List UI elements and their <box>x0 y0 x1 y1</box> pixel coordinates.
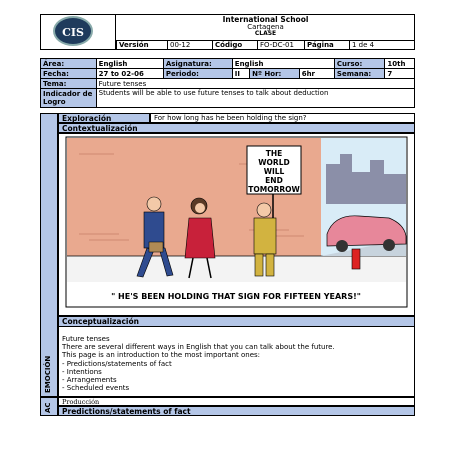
indicator-label: Indicador de Logro <box>41 89 97 108</box>
week-label: Semana: <box>334 69 384 79</box>
concept-line: There are several different ways in English that you can talk about the future. <box>62 343 335 352</box>
topic-value: Future tenses <box>96 79 414 89</box>
sign-word: END <box>265 176 283 185</box>
concept-line: - Intentions <box>62 367 102 376</box>
hours-label: Nº Hor: <box>250 69 300 79</box>
header-meta-row <box>116 40 415 50</box>
exploracion-question: For how long has he been holding the sign? <box>150 113 415 123</box>
period-label: Periodo: <box>163 69 232 79</box>
topic-label: Tema: <box>41 79 97 89</box>
cartoon-frame <box>58 133 415 316</box>
area-value: English <box>96 59 163 69</box>
logo-text: CIS <box>62 26 84 39</box>
concept-line: Future tenses <box>62 335 110 343</box>
info-table <box>40 58 415 108</box>
indicator-value: Students will be able to use future tenses to talk about deduction <box>96 89 414 108</box>
subject-value: English <box>232 59 334 69</box>
area-label: Área: <box>41 59 97 69</box>
emocion-label: EMOCIÓN <box>44 355 52 393</box>
period-value: II <box>232 69 249 79</box>
concept-lines <box>62 335 411 392</box>
date-label: Fecha: <box>41 69 97 79</box>
concept-line: - Predictions/statements of fact <box>62 359 172 368</box>
conceptualizacion-label: Conceptualización <box>58 316 415 327</box>
fire-hydrant <box>352 249 360 269</box>
cartoon-caption: " HE'S BEEN HOLDING THAT SIGN FOR FIFTEEN YEARS!" <box>111 292 361 301</box>
page-value: 1 de 4 <box>350 41 415 50</box>
doc-type: CLASE <box>254 30 277 37</box>
exploracion-label: Exploración <box>58 113 150 123</box>
contextualizacion-label: Contextualización <box>58 123 415 133</box>
school-city: Cartagena <box>247 23 284 31</box>
sign-word: TOMORROW <box>248 185 300 194</box>
version-value: 00-12 <box>168 41 213 50</box>
course-label: Curso: <box>334 59 384 69</box>
course-value: 10th <box>385 59 415 69</box>
hours-value: 6hr <box>299 69 334 79</box>
sign-word: WORLD <box>258 158 290 167</box>
page-label: Página <box>305 41 350 50</box>
school-name: International School <box>222 15 309 24</box>
ac-label: AC <box>44 402 52 413</box>
sign-word: WILL <box>263 167 285 176</box>
code-value: FO-DC-01 <box>258 41 305 50</box>
code-label: Código <box>213 41 258 50</box>
produccion-label: Producción <box>58 397 415 406</box>
version-label: Versión <box>117 41 168 50</box>
school-logo <box>53 16 93 46</box>
predictions-label: Predictions/statements of fact <box>58 406 415 416</box>
subject-label: Asignatura: <box>163 59 232 69</box>
cartoon-illustration <box>59 134 414 315</box>
sign-word: THE <box>265 149 283 158</box>
concept-line: - Scheduled events <box>62 384 130 393</box>
concept-content <box>58 327 415 397</box>
concept-line: This page is an introduction to the most important ones: <box>62 351 261 360</box>
week-value: 7 <box>385 69 415 79</box>
left-side-strip <box>40 113 58 397</box>
concept-line: - Arrangements <box>62 376 117 385</box>
date-value: 27 to 02-06 <box>96 69 163 79</box>
